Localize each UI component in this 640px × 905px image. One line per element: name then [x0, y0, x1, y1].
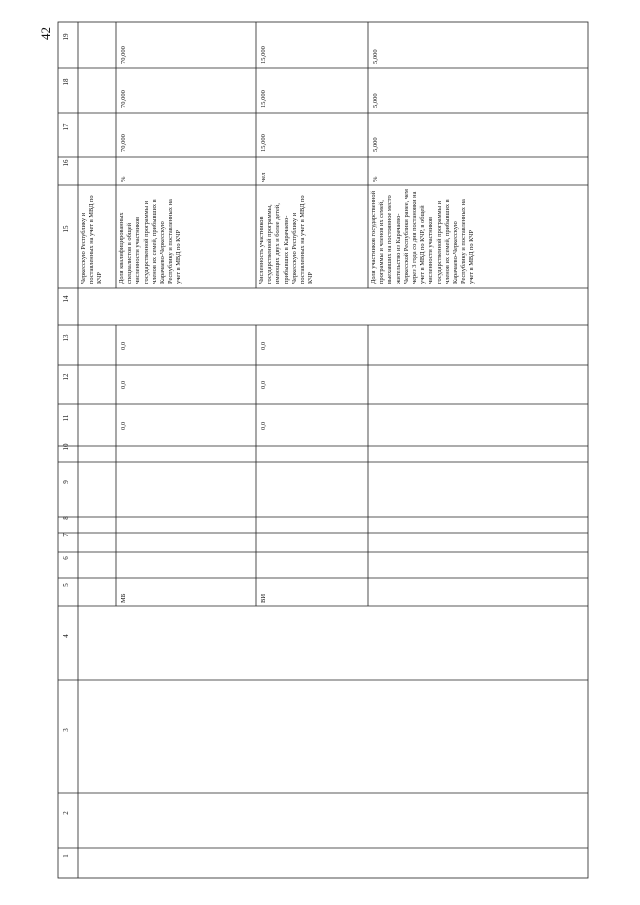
row4-col18: 5,000	[372, 93, 379, 108]
row1-col19: 70,000	[120, 46, 127, 64]
row3-col16: чел	[260, 172, 267, 182]
row2-col13: 0,0	[120, 341, 127, 350]
column-header-9: 9	[62, 480, 70, 484]
column-header-15: 15	[62, 225, 70, 233]
row3-col12: 0,0	[260, 380, 267, 389]
row4-col17: 5,000	[372, 137, 379, 152]
column-header-8: 8	[62, 516, 70, 520]
column-header-19: 19	[62, 33, 70, 41]
column-header-11: 11	[62, 414, 70, 422]
row1-col18: 70,000	[120, 90, 127, 108]
row2-col5: МБ	[120, 593, 127, 603]
row3-col17: 15,000	[260, 134, 267, 152]
column-header-2: 2	[62, 811, 70, 815]
column-header-1: 1	[62, 854, 70, 858]
column-header-13: 13	[62, 334, 70, 342]
column-header-12: 12	[62, 373, 70, 381]
column-header-14: 14	[62, 295, 70, 303]
row3-col15-text: Численность участников государственной программы, имеющих двух и более детей, прибывших в Карачаево-Черкесскую Республику и поставленных на учет в МВД по КЧР	[258, 195, 315, 284]
column-header-7: 7	[62, 533, 70, 537]
column-header-17: 17	[62, 123, 70, 131]
column-header-10: 10	[62, 443, 70, 451]
column-header-18: 18	[62, 78, 70, 86]
row2-col15-text: Доля квалифицированных специалистов в общей численности участников государственной программы и членов их семей, прибывших в Карачаево-Черкесскую Республику и поставленных на учет в МВД по КЧР	[118, 199, 183, 284]
row3-col11: 0,0	[260, 421, 267, 430]
row4-col15-text: Доля участников государственной программы и членов их семей, выехавших на постоянное место жительство из Карачаево-Черкесской Республики ранее, чем через 3 года со дня постановки на учет в МВД по КЧР, в общей численности участников государственной программы и членов их семей, прибывших в Карачаево-Черкесскую Республику и поставленных на учет в МВД по КЧР	[370, 189, 476, 284]
column-header-16: 16	[62, 159, 70, 167]
row2-col16: %	[120, 176, 127, 182]
row1-col17: 70,000	[120, 134, 127, 152]
row4-col16: %	[372, 176, 379, 182]
page-number: 42	[38, 27, 53, 40]
row2-col11: 0,0	[120, 421, 127, 430]
row3-col5: ВИ	[260, 593, 267, 603]
row3-col13: 0,0	[260, 341, 267, 350]
row2-col12: 0,0	[120, 380, 127, 389]
column-header-5: 5	[62, 583, 70, 587]
column-header-6: 6	[62, 556, 70, 560]
row3-col19: 15,000	[260, 46, 267, 64]
row3-col18: 15,000	[260, 90, 267, 108]
column-header-3: 3	[62, 728, 70, 732]
row4-col19: 5,000	[372, 49, 379, 64]
row1-col15-text: Черкесскую Республику и поставленных на учет в МВД по КЧР	[80, 195, 104, 284]
column-header-4: 4	[62, 634, 70, 638]
